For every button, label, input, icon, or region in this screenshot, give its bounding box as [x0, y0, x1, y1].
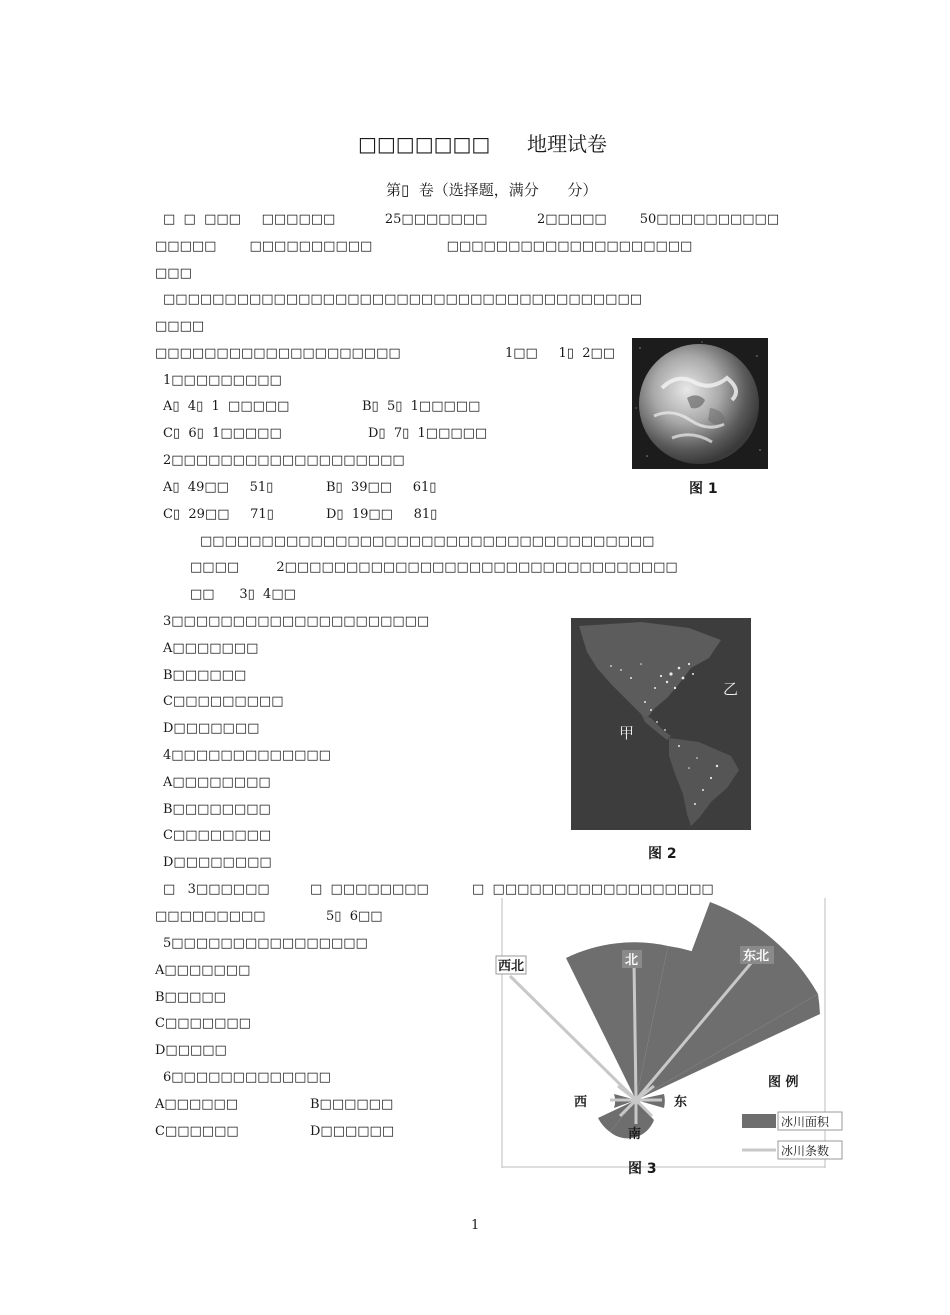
q5-option-d: D□□□□□ [155, 1043, 227, 1058]
q56-intro: □ 3□□□□□□ [163, 882, 270, 897]
instruction-line: □□□ [155, 266, 192, 281]
direction-label-north: 北 [625, 953, 639, 968]
question-1: 1□□□□□□□□□ [163, 373, 282, 388]
glacier-area-sectors [566, 902, 820, 1138]
question-2: 2□□□□□□□□□□□□□□□□□□□ [163, 453, 405, 468]
figure-1-caption: 图 1 [689, 481, 718, 497]
q6-option-c: C□□□□□□ [155, 1124, 239, 1139]
q4-option-a: A□□□□□□□□ [163, 775, 271, 790]
q34-intro-ref: □□ 3▯ 4□□ [190, 587, 296, 602]
section-title: 第▯ 卷（选择题，满分 分） [386, 181, 598, 199]
q2-option-d: D▯ 19□□ 81▯ [326, 507, 438, 522]
q4-option-b: B□□□□□□□□ [163, 802, 271, 817]
map-label-jia: 甲 [619, 724, 635, 742]
title-left: □□□□□□□ [358, 132, 491, 156]
figure-2-map-image [571, 618, 751, 830]
direction-label-east: 东 [674, 1095, 688, 1110]
question-5: 5□□□□□□□□□□□□□□□□ [163, 936, 368, 951]
q12-intro-ref: 1□□ 1▯ 2□□ [505, 346, 616, 361]
figure-3-diagram [498, 898, 830, 1168]
instruction-line: □□□□□ □□□□□□□□□□ □□□□□□□□□□□□□□□□□□□□ [155, 239, 693, 254]
legend-count-label: 冰川条数 [781, 1144, 830, 1158]
q2-option-a: A▯ 49□□ 51▯ [163, 480, 274, 495]
direction-label-northwest: 西北 [498, 959, 525, 974]
legend-area-label: 冰川面积 [781, 1115, 830, 1129]
direction-label-northeast: 东北 [743, 949, 770, 964]
q3-option-b: B□□□□□□ [163, 668, 247, 683]
q56-intro: □□□□□□□□□ [155, 909, 266, 924]
q5-option-b: B□□□□□ [155, 990, 226, 1005]
q3-option-d: D□□□□□□□ [163, 721, 260, 736]
legend-area-swatch [742, 1114, 776, 1128]
q6-option-b: B□□□□□□ [310, 1097, 394, 1112]
q5-option-a: A□□□□□□□ [155, 963, 251, 978]
direction-label-west: 西 [574, 1095, 588, 1110]
figure-2-caption: 图 2 [648, 846, 677, 862]
instruction-line: □ □ □□□ □□□□□□ 25□□□□□□□ 2□□□□□ 50□□□□□□□□□□ [163, 212, 780, 227]
instruction-line: □□□□ [155, 319, 205, 334]
q6-option-d: D□□□□□□ [310, 1124, 395, 1139]
q12-intro: □□□□□□□□□□□□□□□□□□□□ [155, 346, 401, 361]
legend-title: 图 例 [768, 1075, 799, 1090]
instruction-line: □□□□□□□□□□□□□□□□□□□□□□□□□□□□□□□□□□□□□□□ [163, 292, 643, 307]
q56-intro-ref: 5▯ 6□□ [326, 909, 383, 924]
q4-option-d: D□□□□□□□□ [163, 855, 272, 870]
map-label-yi: 乙 [723, 680, 739, 698]
q1-option-c: C▯ 6▯ 1□□□□□ [163, 426, 282, 441]
figure-3-caption: 图 3 [628, 1161, 657, 1177]
q2-option-c: C▯ 29□□ 71▯ [163, 507, 274, 522]
direction-label-south: 南 [628, 1127, 642, 1142]
question-4: 4□□□□□□□□□□□□□ [163, 748, 331, 763]
q34-intro: □□□□ 2□□□□□□□□□□□□□□□□□□□□□□□□□□□□□□□□ [190, 560, 678, 575]
question-6: 6□□□□□□□□□□□□□ [163, 1070, 331, 1085]
q56-intro: □ □□□□□□□□ [310, 882, 429, 897]
question-3: 3□□□□□□□□□□□□□□□□□□□□□ [163, 614, 430, 629]
figure-1-earth-image [632, 338, 768, 469]
q1-option-d: D▯ 7▯ 1□□□□□ [368, 426, 488, 441]
q5-option-c: C□□□□□□□ [155, 1016, 251, 1031]
page-number: 1 [471, 1218, 480, 1233]
page-title: 地理试卷 [527, 132, 607, 156]
q56-intro: □ □□□□□□□□□□□□□□□□□□ [472, 882, 714, 897]
q34-intro: □□□□□□□□□□□□□□□□□□□□□□□□□□□□□□□□□□□□□ [200, 534, 655, 549]
q3-option-a: A□□□□□□□ [163, 641, 259, 656]
q6-option-a: A□□□□□□ [155, 1097, 239, 1112]
q2-option-b: B▯ 39□□ 61▯ [326, 480, 437, 495]
q3-option-c: C□□□□□□□□□ [163, 694, 284, 709]
q1-option-b: B▯ 5▯ 1□□□□□ [362, 399, 481, 414]
q1-option-a: A▯ 4▯ 1 □□□□□ [163, 399, 290, 414]
q4-option-c: C□□□□□□□□ [163, 828, 272, 843]
